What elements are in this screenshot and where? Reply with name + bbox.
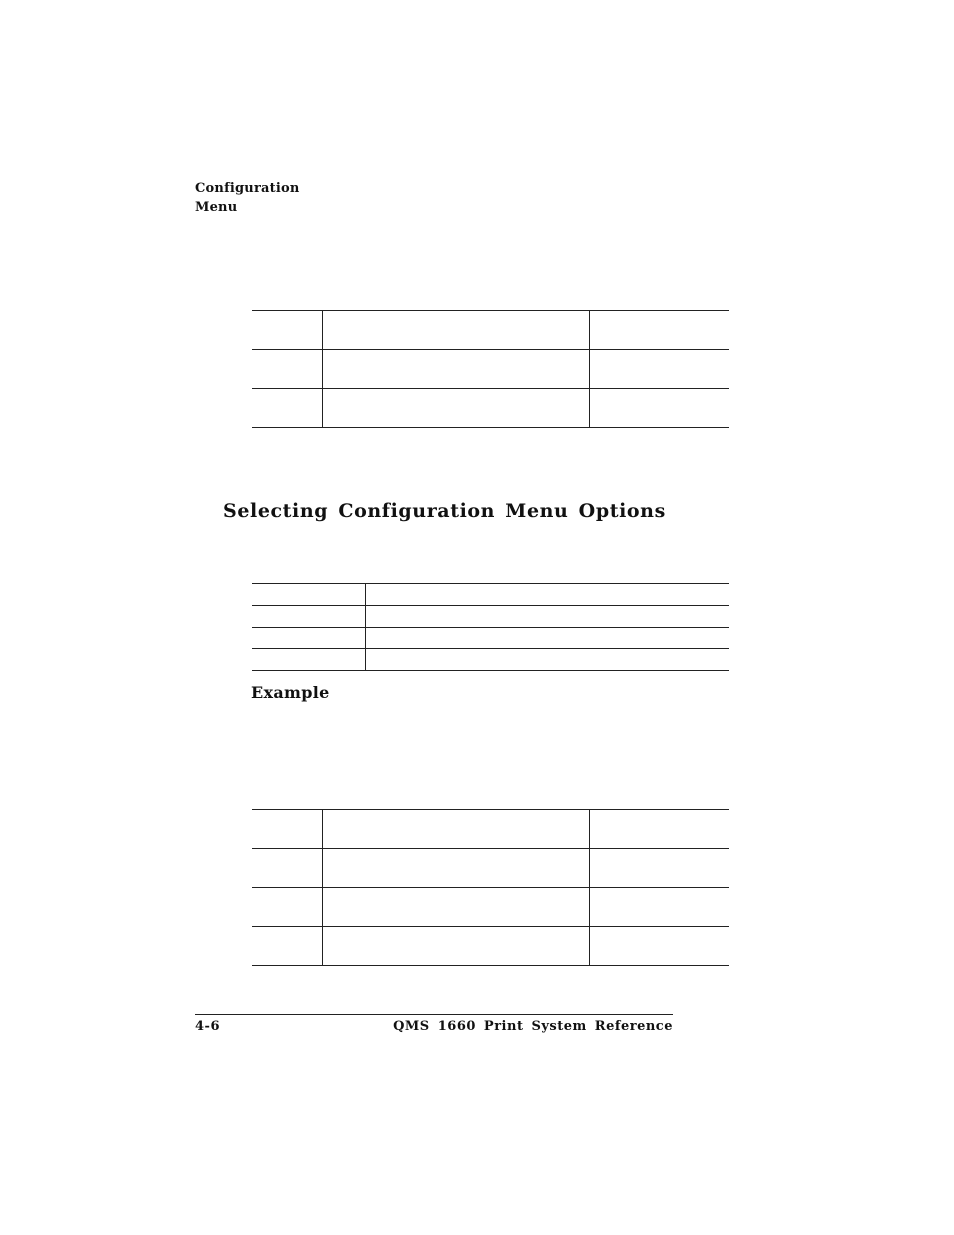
table-1-rule [252,427,729,428]
section-title: Selecting Configuration Menu Options [223,500,666,522]
page-number: 4-6 [195,1019,220,1034]
table-2-rule [252,670,729,671]
table-3-rule [252,848,729,849]
table-1-column-divider [322,310,323,427]
footer-rule [195,1014,673,1015]
table-2-rule [252,583,729,584]
table-2-rule [252,627,729,628]
table-2-rule [252,605,729,606]
table-3-rule [252,887,729,888]
table-3-column-divider [322,809,323,965]
table-3-column-divider [589,809,590,965]
table-2-rule [252,648,729,649]
table-1-rule [252,310,729,311]
table-2-column-divider [365,583,366,670]
subsection-title: Example [251,683,330,702]
side-heading-line-1: Configuration [195,181,300,196]
table-1-column-divider [589,310,590,427]
table-3-rule [252,809,729,810]
side-heading [195,179,299,217]
table-1-rule [252,388,729,389]
book-title: QMS 1660 Print System Reference [393,1019,673,1034]
table-3-rule [252,926,729,927]
table-3-rule [252,965,729,966]
side-heading-line-2: Menu [195,200,238,215]
table-1-rule [252,349,729,350]
